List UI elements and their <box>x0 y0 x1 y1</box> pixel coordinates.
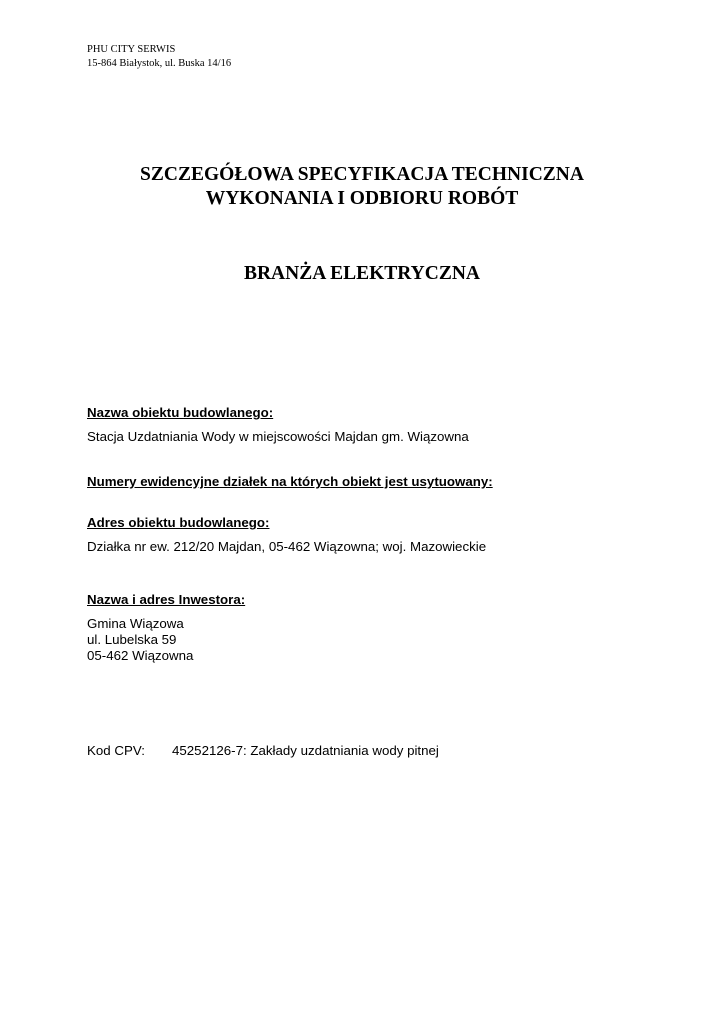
company-name: PHU CITY SERWIS <box>87 44 176 55</box>
investor-address <box>87 616 245 664</box>
company-address: 15-864 Białystok, ul. Buska 14/16 <box>87 58 232 69</box>
investor-postal-city: 05-462 Wiązowna <box>87 648 194 663</box>
cpv-code-row <box>87 743 439 759</box>
investor-section <box>87 592 245 664</box>
investor-label: Nazwa i adres Inwestora: <box>87 592 246 607</box>
object-name-label: Nazwa obiektu budowlanego: <box>87 405 274 420</box>
document-title-line-2: WYKONANIA I ODBIORU ROBÓT <box>205 188 519 209</box>
plot-numbers-section <box>87 474 493 490</box>
object-name-section <box>87 405 469 445</box>
object-address-section <box>87 515 486 555</box>
object-address-label: Adres obiektu budowlanego: <box>87 515 270 530</box>
cpv-label: Kod CPV: <box>87 743 145 758</box>
object-address-value: Działka nr ew. 212/20 Majdan, 05-462 Wiązowna; woj. Mazowieckie <box>87 539 487 554</box>
company-header <box>87 43 231 71</box>
cpv-value: 45252126-7: Zakłady uzdatniania wody pitnej <box>172 743 439 758</box>
document-subtitle: BRANŻA ELEKTRYCZNA <box>243 263 481 284</box>
plot-numbers-label: Numery ewidencyjne działek na których obiekt jest usytuowany: <box>87 474 493 489</box>
document-title-line-1: SZCZEGÓŁOWA SPECYFIKACJA TECHNICZNA <box>140 164 584 185</box>
investor-street: ul. Lubelska 59 <box>87 632 177 647</box>
object-name-value: Stacja Uzdatniania Wody w miejscowości Majdan gm. Wiązowna <box>87 429 469 444</box>
investor-name: Gmina Wiązowa <box>87 616 184 631</box>
